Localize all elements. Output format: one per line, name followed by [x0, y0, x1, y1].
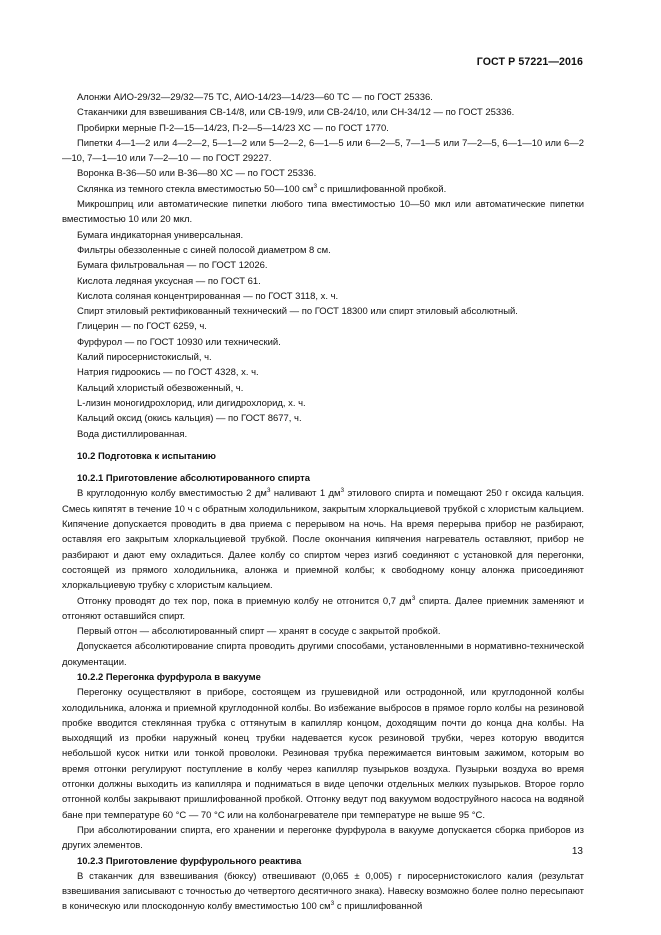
list-item: Калий пиросернистокислый, ч. [77, 352, 212, 364]
subsection-heading-10-2-2: 10.2.2 Перегонка фурфурола в вакууме [77, 671, 261, 683]
paragraph: В круглодонную колбу вместимостью 2 $дм^3$ наливают 1 $дм^3$ этилового спирта и помещают 250 г оксида кальция. Смесь кипятят в течение 10 ч с обратным холодильником, закрытым хлоркальциевой трубкой с хлористым кальцием. Кипячение допускается проводить в два приема с перерывом на ночь. На время перерыва прибор не разбирают, оставляя его закрытым хлоркальциевой трубкой. После окончания кипячения нагреватель оставляют, прибор не разбирают и дают ему охладиться. Далее колбу со спиртом через изгиб соединяют с установкой для перегонки, состоящей из прямого холодильника, алонжа и приемной колбы; к свободному концу алонжа присоединяют хлоркальциевую трубку с хлористым кальцием. [62, 487, 584, 592]
list-item: Натрия гидроокись — по ГОСТ 4328, х. ч. [77, 367, 259, 379]
list-item: Фурфурол — по ГОСТ 10930 или технический. [77, 336, 281, 348]
list-item: L-лизин моногидрохлорид, или дигидрохлорид, х. ч. [77, 397, 306, 409]
list-item: Глицерин — по ГОСТ 6259, ч. [77, 321, 207, 333]
list-item: Кальций хлористый обезвоженный, ч. [77, 382, 244, 394]
list-item: Микрошприц или автоматические пипетки любого типа вместимостью 10—50 мкл или автоматические пипетки вместимостью 10 или 20 мкл. [62, 199, 584, 226]
paragraph: Отгонку проводят до тех пор, пока в приемную колбу не отгонится 0,7 $дм^3$ спирта. Далее приемник заменяют и отгоняют оставшийся спирт. [62, 594, 584, 622]
list-item: Бумага фильтровальная — по ГОСТ 12026. [77, 260, 268, 272]
list-item: Спирт этиловый ректификованный технический — по ГОСТ 18300 или спирт этиловый абсолютный. [77, 306, 518, 318]
paragraph: Перегонку осуществляют в приборе, состоящем из грушевидной или остродонной, или круглодонной колбы холодильника, алонжа и приемной круглодонной колбы. Во избежание выбросов в прямое горло колбы на резиновой пробке вводится стеклянная трубка с оттянутым в капилляр концом, доходящим почти до конца дна колбы. На выходящий из пробки наружный конец трубки надевается кусок резиновой трубки, через которую вводится небольшой кусок нитки или тонкой проволоки. Резиновая трубка пережимается винтовым зажимом, которым во время отгонки регулируют поступление в колбу через капилляр пузырьков воздуха. Пузырьки воздуха во время отгонки должны выходить из капилляра и подниматься в виде цепочки отдельных мелких пузырьков. Второе горло отгонной колбы закрывают пришлифованной пробкой. Отгонку ведут под вакуумом водоструйного насоса на водяной бане при температуре 60 °С — 70 °С или на колбонагревателе при температуре не выше 95 °С. [62, 687, 584, 821]
list-item: Вода дистиллированная. [77, 428, 188, 440]
list-item: Пипетки 4—1—2 или 4—2—2, 5—1—2 или 5—2—2, 6—1—5 или 6—2—5, 7—1—5 или 7—2—5, 6—1—10 или 6—2—10, 7—1—10 или 7—2—10 — по ГОСТ 29227. [62, 137, 584, 165]
list-item: Пробирки мерные П-2—15—14/23, П-2—5—14/23 ХС — по ГОСТ 1770. [77, 122, 389, 134]
list-item: Кислота ледяная уксусная — по ГОСТ 61. [77, 275, 261, 287]
section-heading-10-2: 10.2 Подготовка к испытанию [77, 450, 216, 462]
list-item: Алонжи АИО-29/32—29/32—75 ТС, АИО-14/23—14/23—60 ТС — по ГОСТ 25336. [77, 92, 433, 103]
list-item: Фильтры обеззоленные с синей полосой диаметром 8 см. [77, 244, 331, 256]
document-header: ГОСТ Р 57221—2016 [476, 56, 583, 68]
page-number: 13 [571, 846, 583, 857]
paragraph: При абсолютировании спирта, его хранении и перегонке фурфурола в вакууме допускается сборка приборов из других элементов. [62, 824, 584, 852]
list-item: Воронка В-36—50 или В-36—80 ХС — по ГОСТ 25336. [77, 168, 317, 180]
paragraph: В стаканчик для взвешивания (бюксу) отвешивают (0,065 ± 0,005) г пиросернистокислого калия (результат взвешивания записывают с точностью до четвертого десятичного знака). Навеску возможно более полно пересыпают в коническую или плоскодонную колбу вместимостью 100 $см^3$ с пришлифованной [62, 870, 584, 913]
document-body [62, 90, 584, 915]
list-item: Стаканчики для взвешивания СВ-14/8, или СВ-19/9, или СВ-24/10, или СН-34/12 — по ГОСТ 25336. [77, 107, 515, 119]
list-item: Кислота соляная концентрированная — по ГОСТ 3118, х. ч. [77, 290, 339, 302]
list-item-flask: Склянка из темного стекла вместимостью 50—100 $см^3$ с пришлифованной пробкой. [77, 182, 447, 195]
subsection-heading-10-2-1: 10.2.1 Приготовление абсолютированного спирта [77, 473, 311, 485]
paragraph: Допускается абсолютирование спирта проводить другими способами, установленными в нормативно-технической документации. [62, 641, 584, 668]
list-item: Бумага индикаторная универсальная. [77, 229, 244, 241]
subsection-heading-10-2-3: 10.2.3 Приготовление фурфурольного реактива [77, 855, 302, 867]
paragraph: Первый отгон — абсолютированный спирт — хранят в сосуде с закрытой пробкой. [77, 626, 441, 638]
list-item: Кальций оксид (окись кальция) — по ГОСТ 8677, ч. [77, 413, 302, 425]
